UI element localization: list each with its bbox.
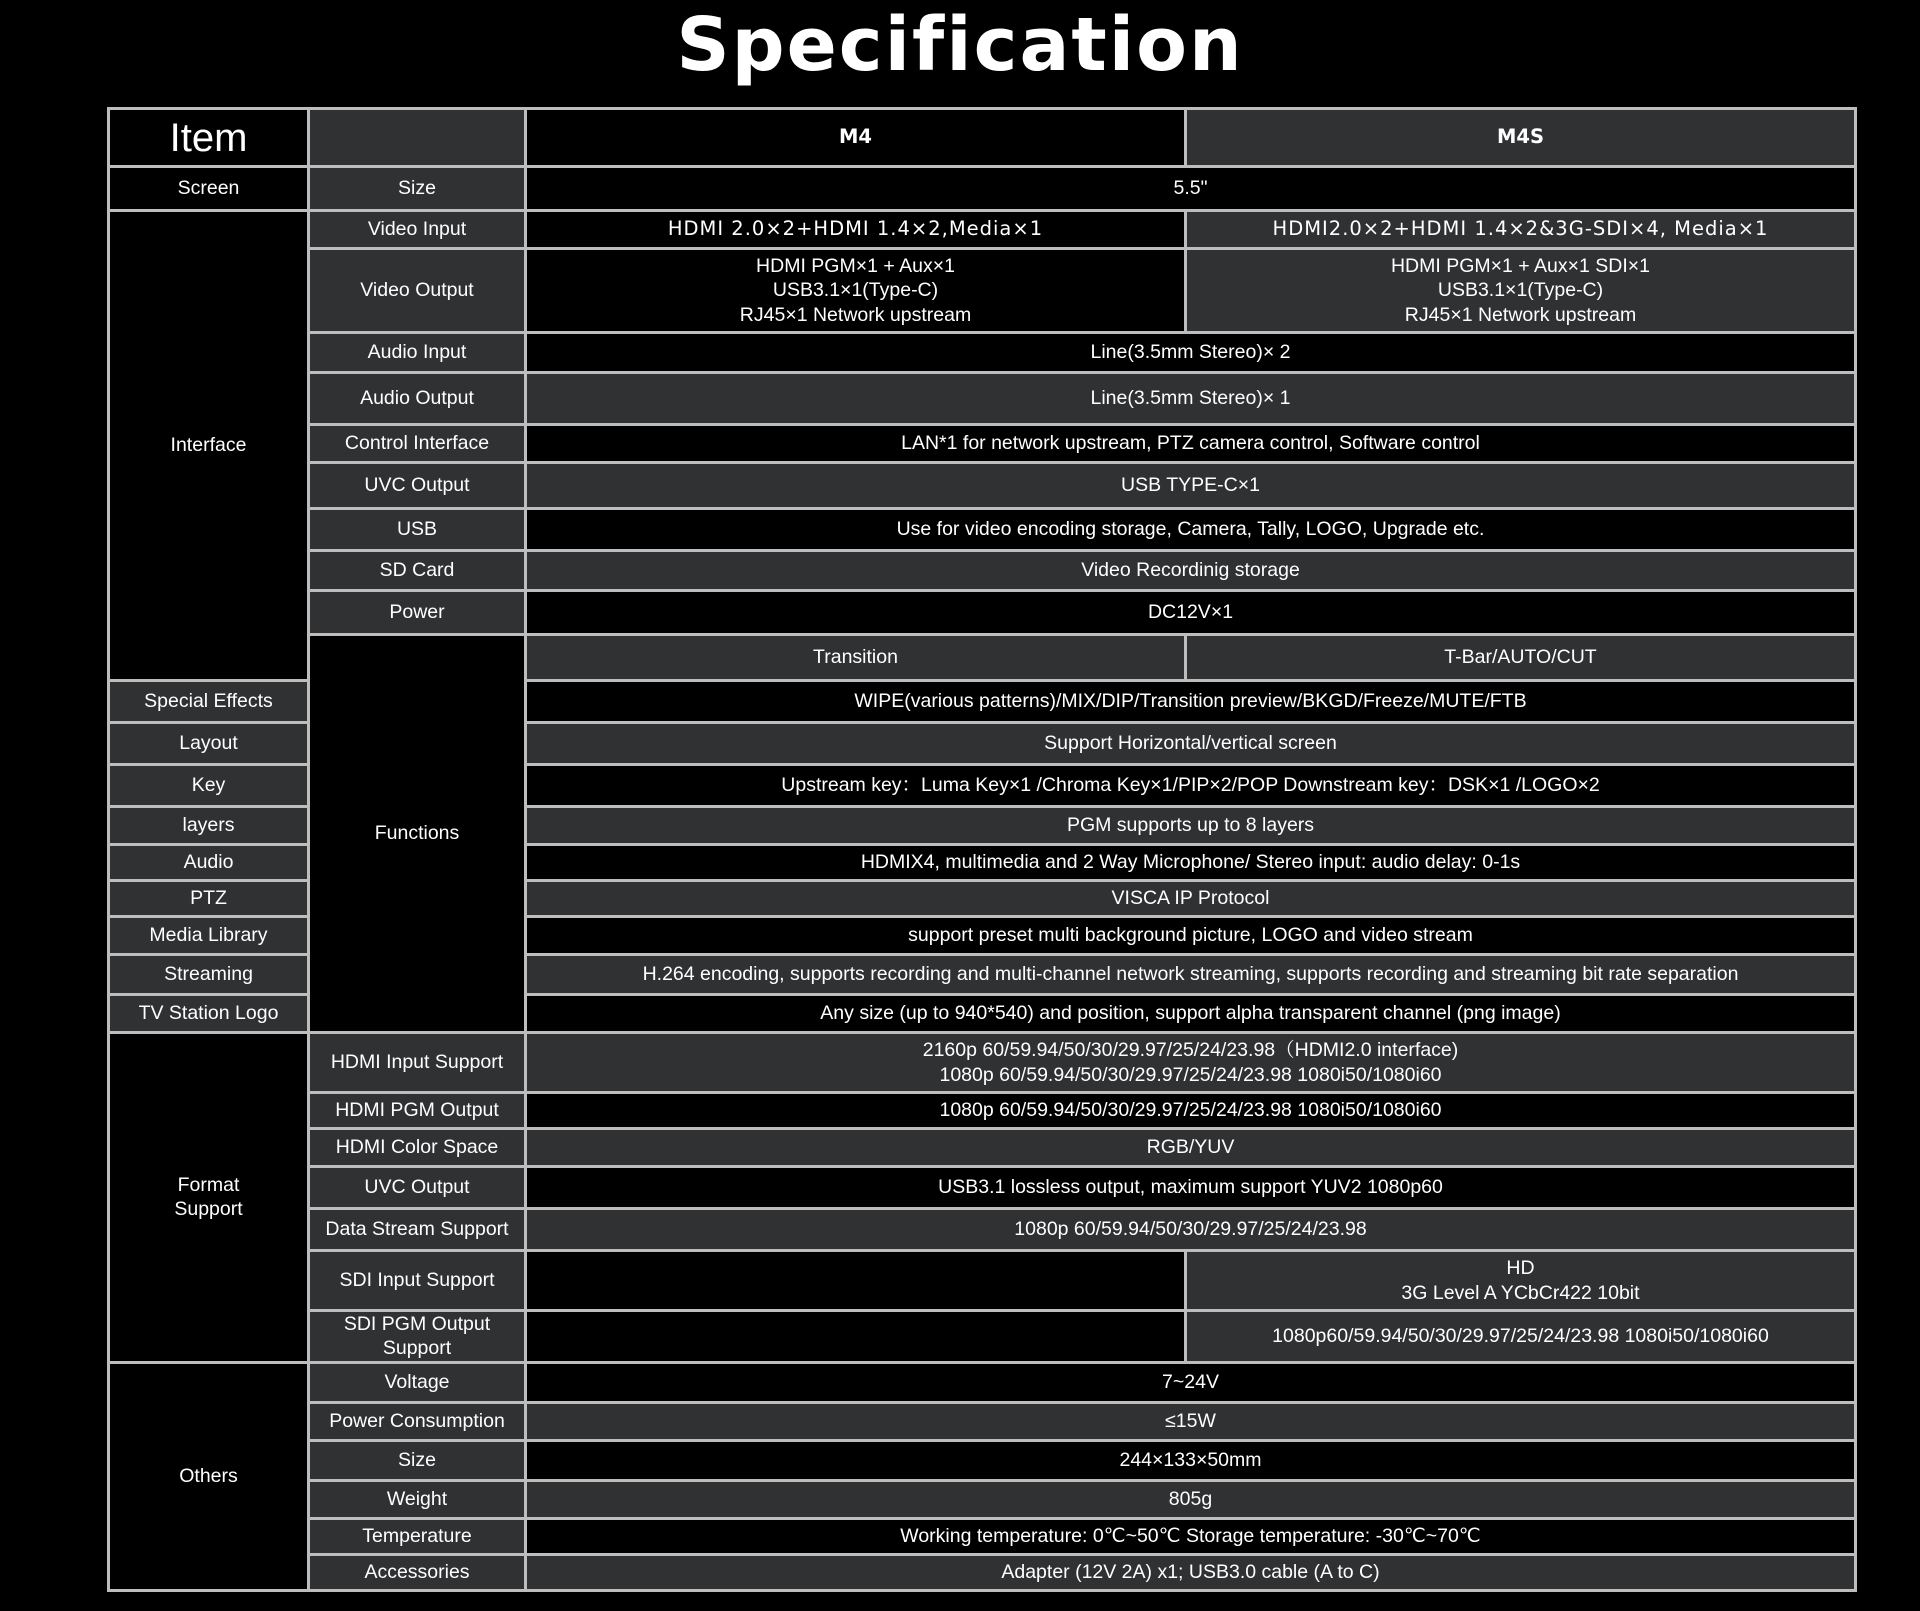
row-label: Power [309,591,526,635]
row-value: H.264 encoding, supports recording and multi-channel network streaming, supports recording and streaming bit rate separation [526,955,1856,995]
row-value-m4 [526,1251,1186,1311]
value-line: RJ45×1 Network upstream [739,303,972,326]
row-label: PTZ [109,881,309,917]
table-row [109,1209,1856,1251]
table-row [109,333,1856,373]
row-label: SDI Input Support [309,1251,526,1311]
category-format-support [109,1033,309,1363]
row-value: ≤15W [526,1402,1856,1440]
row-value-m4 [526,1311,1186,1363]
row-value: Adapter (12V 2A) x1; USB3.0 cable (A to C) [526,1554,1856,1590]
row-label: Audio Output [309,373,526,425]
table-row [109,1362,1856,1402]
table-row [109,1033,1856,1093]
table-row [109,635,1856,681]
row-value: VISCA IP Protocol [526,881,1856,917]
row-value-m4s: 1080p60/59.94/50/30/29.97/25/24/23.98 1080i50/1080i60 [1186,1311,1856,1363]
row-value: Line(3.5mm Stereo)× 1 [526,373,1856,425]
specification-table [107,107,1857,1592]
row-label: layers [109,807,309,845]
table-row [109,591,1856,635]
table-row [109,1518,1856,1554]
row-value: USB TYPE-C×1 [526,463,1856,509]
row-value: RGB/YUV [526,1129,1856,1167]
row-label: Transition [526,635,1186,681]
table-row [109,1402,1856,1440]
item-header: Item [109,109,309,167]
table-row [109,1440,1856,1480]
row-label: Key [109,765,309,807]
row-value [526,1033,1856,1093]
row-value: Line(3.5mm Stereo)× 2 [526,333,1856,373]
row-label: Data Stream Support [309,1209,526,1251]
row-value-m4: HDMI 2.0×2+HDMI 1.4×2,Media×1 [526,211,1186,249]
row-label: HDMI Color Space [309,1129,526,1167]
row-label: UVC Output [309,1167,526,1209]
value-line: HD [1506,1257,1535,1280]
category-others: Others [109,1362,309,1590]
row-value: 244×133×50mm [526,1440,1856,1480]
row-label: HDMI Input Support [309,1033,526,1093]
row-label: Video Output [309,249,526,333]
table-row [109,1093,1856,1129]
table-row [109,167,1856,211]
table-row [109,1167,1856,1209]
table-row [109,425,1856,463]
table-row [109,1480,1856,1518]
row-value: USB3.1 lossless output, maximum support YUV2 1080p60 [526,1167,1856,1209]
row-value-m4s [1186,1251,1856,1311]
category-line: Format [177,1174,240,1196]
row-value-m4s [1186,249,1856,333]
row-label: Media Library [109,917,309,955]
row-value: Use for video encoding storage, Camera, Tally, LOGO, Upgrade etc. [526,509,1856,551]
row-label: Power Consumption [309,1402,526,1440]
model-m4s-header: M4S [1186,109,1856,167]
table-row [109,509,1856,551]
row-value: support preset multi background picture, LOGO and video stream [526,917,1856,955]
row-label: SDI PGM Output Support [309,1311,526,1363]
table-row [109,1311,1856,1363]
category-functions: Functions [309,635,526,1033]
row-value: PGM supports up to 8 layers [526,807,1856,845]
row-label: Weight [309,1480,526,1518]
table-row [109,211,1856,249]
table-row [109,1554,1856,1590]
table-row [109,249,1856,333]
row-value: Support Horizontal/vertical screen [526,723,1856,765]
row-label: Control Interface [309,425,526,463]
row-value: 5.5" [526,167,1856,211]
row-value-m4 [526,249,1186,333]
value-line: USB3.1×1(Type-C) [1437,279,1604,302]
table-header-row [109,109,1856,167]
page-title: Specification [676,2,1244,88]
category-line: Support [174,1198,243,1221]
value-line: 1080p 60/59.94/50/30/29.97/25/24/23.98 1080i50/1080i60 [939,1063,1442,1086]
row-label: Layout [109,723,309,765]
row-value: 805g [526,1480,1856,1518]
row-value: Upstream key：Luma Key×1 /Chroma Key×1/PIP×2/POP Downstream key：DSK×1 /LOGO×2 [526,765,1856,807]
row-label: Video Input [309,211,526,249]
row-label: Size [309,167,526,211]
row-value: 1080p 60/59.94/50/30/29.97/25/24/23.98 [526,1209,1856,1251]
row-label: Special Effects [109,681,309,723]
table-row [109,463,1856,509]
table-row [109,1251,1856,1311]
row-value: DC12V×1 [526,591,1856,635]
row-label: Streaming [109,955,309,995]
row-value: Video Recordinig storage [526,551,1856,591]
row-value: HDMIX4, multimedia and 2 Way Microphone/ Stereo input: audio delay: 0-1s [526,845,1856,881]
label-header-empty [309,109,526,167]
row-label: Audio Input [309,333,526,373]
model-m4-header: M4 [526,109,1186,167]
row-value: Any size (up to 940*540) and position, support alpha transparent channel (png image) [526,995,1856,1033]
category-screen: Screen [109,167,309,211]
row-label: Voltage [309,1362,526,1402]
table-row [109,551,1856,591]
table-row [109,1129,1856,1167]
value-line: RJ45×1 Network upstream [1404,303,1637,326]
category-interface: Interface [109,211,309,681]
value-line: HDMI PGM×1 + Aux×1 [756,254,955,277]
value-line: 3G Level A YCbCr422 10bit [1401,1281,1640,1304]
row-value-m4s: HDMI2.0×2+HDMI 1.4×2&3G-SDI×4, Media×1 [1186,211,1856,249]
row-label: UVC Output [309,463,526,509]
row-value: Working temperature: 0℃~50℃ Storage temperature: -30℃~70℃ [526,1518,1856,1554]
row-label: Accessories [309,1554,526,1590]
value-line: USB3.1×1(Type-C) [772,279,939,302]
row-value: T-Bar/AUTO/CUT [1186,635,1856,681]
value-line: 2160p 60/59.94/50/30/29.97/25/24/23.98（HDMI2.0 interface) [922,1039,1459,1062]
row-label: SD Card [309,551,526,591]
row-label: HDMI PGM Output [309,1093,526,1129]
row-value: 7~24V [526,1362,1856,1402]
row-label: Audio [109,845,309,881]
value-line: HDMI PGM×1 + Aux×1 SDI×1 [1390,254,1651,277]
row-label: USB [309,509,526,551]
row-label: Size [309,1440,526,1480]
table-row [109,373,1856,425]
row-value: LAN*1 for network upstream, PTZ camera control, Software control [526,425,1856,463]
row-value: 1080p 60/59.94/50/30/29.97/25/24/23.98 1080i50/1080i60 [526,1093,1856,1129]
row-label: TV Station Logo [109,995,309,1033]
row-label: Temperature [309,1518,526,1554]
row-value: WIPE(various patterns)/MIX/DIP/Transition preview/BKGD/Freeze/MUTE/FTB [526,681,1856,723]
